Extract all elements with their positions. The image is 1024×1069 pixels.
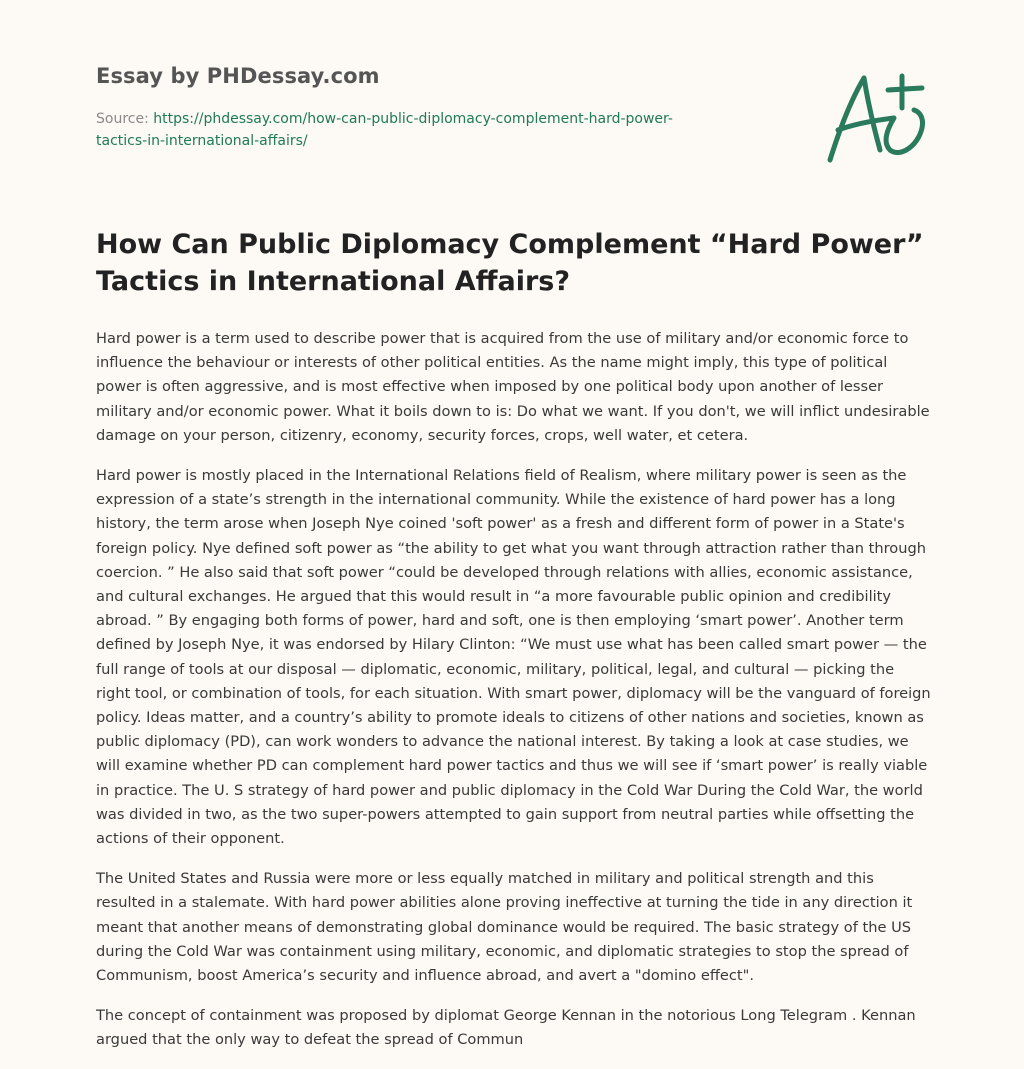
source-line [96,108,736,152]
essay-paragraph: Hard power is a term used to describe power that is acquired from the use of military and/or economic force to influence the behaviour or interests of other political entities. As the name might imply, this type of political power is often aggressive, and is most effective when imposed by one political body upon another of lesser military and/or economic power. What it boils down to is: Do what we want. If you don't, we will inflict undesirable damage on your person, citizenry, economy, security forces, crops, well water, et cetera. [96,330,930,444]
essay-body [96,327,932,1069]
source-url-line1: https://phdessay.com/how-can-public-diplomacy-complement-hard-power- [153,111,673,127]
essay-paragraph: The concept of containment was proposed by diplomat George Kennan in the notorious Long Telegram . Kennan argued that the only way to defeat the spread of Commun [96,1007,916,1049]
source-link[interactable] [96,111,673,149]
header [96,64,736,152]
a-plus-logo [822,68,932,168]
source-url-line2: tactics-in-international-affairs/ [96,133,308,149]
source-label: Source: [96,111,154,127]
site-title: Essay by PHDessay.com [96,64,380,88]
essay-title-line2: Tactics in International Affairs? [96,266,571,297]
essay-paragraph: Hard power is mostly placed in the International Relations field of Realism, where military power is seen as the expression of a state’s strength in the international community. While the existence of hard power has a long history, the term arose when Joseph Nye coined 'soft power' as a fresh and different form of power in a State's foreign policy. Nye defined soft power as “the ability to get what you want through attraction rather than through coercion. ” He also said that soft power “could be developed through relations with allies, economic assistance, and cultural exchanges. He argued that this would result in “a more favourable public opinion and credibility abroad. ” By engaging both forms of power, hard and soft, one is then employing ‘smart power’. Another term defined by Joseph Nye, it was endorsed by Hilary Clinton: “We must use what has been called smart power — the full range of tools at our disposal — diplomatic, economic, military, political, legal, and cultural — picking the right tool, or combination of tools, for each situation. With smart power, diplomacy will be the vanguard of foreign policy. Ideas matter, and a country’s ability to promote ideals to citizens of other nations and societies, known as public diplomacy (PD), can work wonders to advance the national interest. By taking a look at case studies, we will examine whether PD can complement hard power tactics and thus we will see if ‘smart power’ is really viable in practice. The U. S strategy of hard power and public diplomacy in the Cold War During the Cold War, the world was divided in two, as the two super-powers attempted to gain support from neutral parties while offsetting the actions of their opponent. [96,467,931,848]
essay-paragraph: The United States and Russia were more or less equally matched in military and political strength and this resulted in a stalemate. With hard power abilities alone proving ineffective at turning the tide in any direction it meant that another means of demonstrating global dominance would be required. The basic strategy of the US during the Cold War was containment using military, economic, and diplomatic strategies to stop the spread of Communism, boost America’s security and influence abroad, and avert a "domino effect". [96,870,913,985]
essay-title-line1: How Can Public Diplomacy Complement “Hard Power” [96,229,924,260]
essay-title [96,226,936,300]
